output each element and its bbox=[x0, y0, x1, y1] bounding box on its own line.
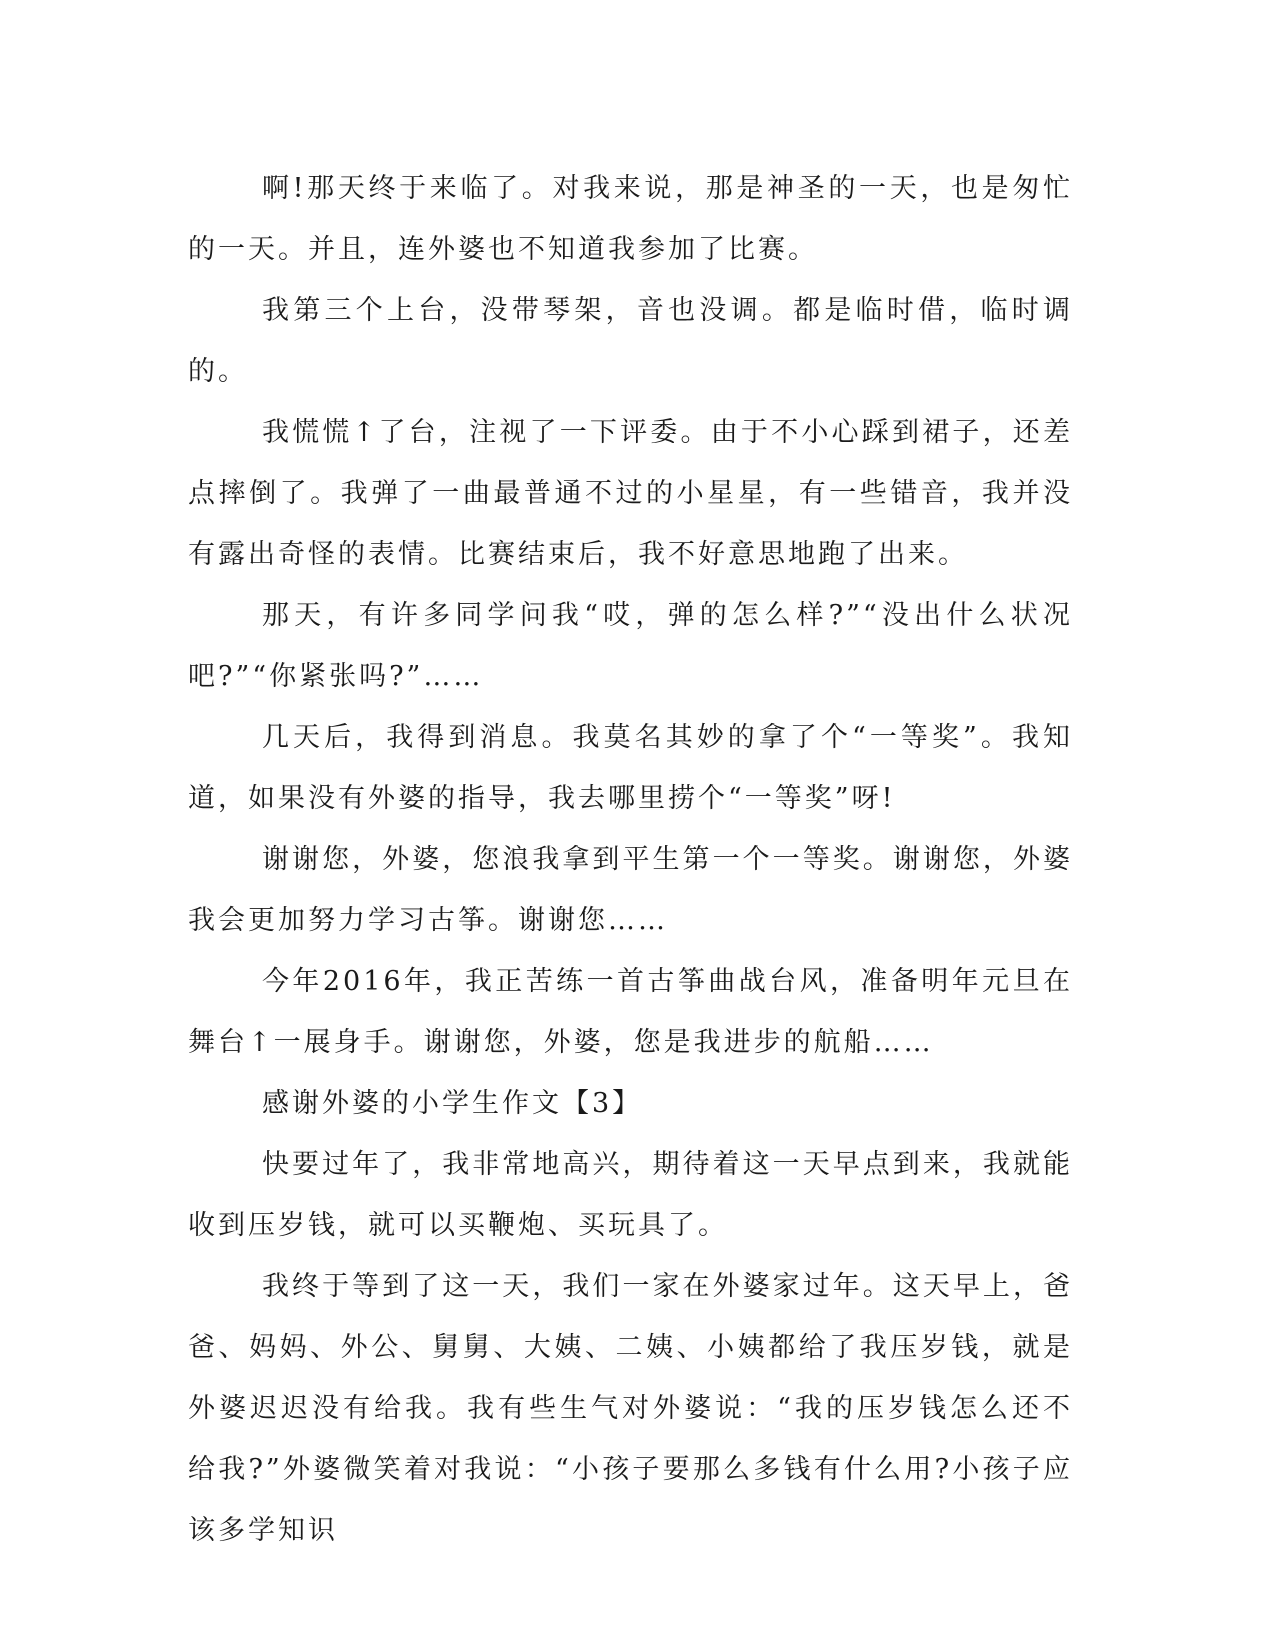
paragraph: 快要过年了，我非常地高兴，期待着这一天早点到来，我就能收到压岁钱，就可以买鞭炮、买玩具了。 bbox=[188, 1149, 1073, 1241]
document-body bbox=[188, 158, 1073, 1561]
paragraph: 我终于等到了这一天，我们一家在外婆家过年。这天早上，爸爸、妈妈、外公、舅舅、大姨、二姨、小姨都给了我压岁钱，就是外婆迟迟没有给我。我有些生气对外婆说：“我的压岁钱怎么还不给我?”外婆微笑着对我说：“小孩子要那么多钱有什么用?小孩子应该多学知识 bbox=[188, 1271, 1073, 1546]
paragraph: 那天，有许多同学问我“哎，弹的怎么样?”“没出什么状况吧?”“你紧张吗?”…… bbox=[188, 600, 1073, 692]
paragraph: 我慌慌↑了台，注视了一下评委。由于不小心踩到裙子，还差点摔倒了。我弹了一曲最普通不过的小星星，有一些错音，我并没有露出奇怪的表情。比赛结束后，我不好意思地跑了出来。 bbox=[188, 417, 1073, 570]
paragraph: 我第三个上台，没带琴架，音也没调。都是临时借，临时调的。 bbox=[188, 295, 1073, 387]
paragraph: 今年2016年，我正苦练一首古筝曲战台风，准备明年元旦在舞台↑一展身手。谢谢您，外婆，您是我进步的航船…… bbox=[188, 966, 1073, 1058]
section-heading: 感谢外婆的小学生作文【3】 bbox=[262, 1088, 643, 1119]
paragraph: 几天后，我得到消息。我莫名其妙的拿了个“一等奖”。我知道，如果没有外婆的指导，我去哪里捞个“一等奖”呀! bbox=[188, 722, 1073, 814]
paragraph: 谢谢您，外婆，您浪我拿到平生第一个一等奖。谢谢您，外婆我会更加努力学习古筝。谢谢您…… bbox=[188, 844, 1073, 936]
paragraph: 啊!那天终于来临了。对我来说，那是神圣的一天，也是匆忙的一天。并且，连外婆也不知道我参加了比赛。 bbox=[188, 173, 1073, 265]
